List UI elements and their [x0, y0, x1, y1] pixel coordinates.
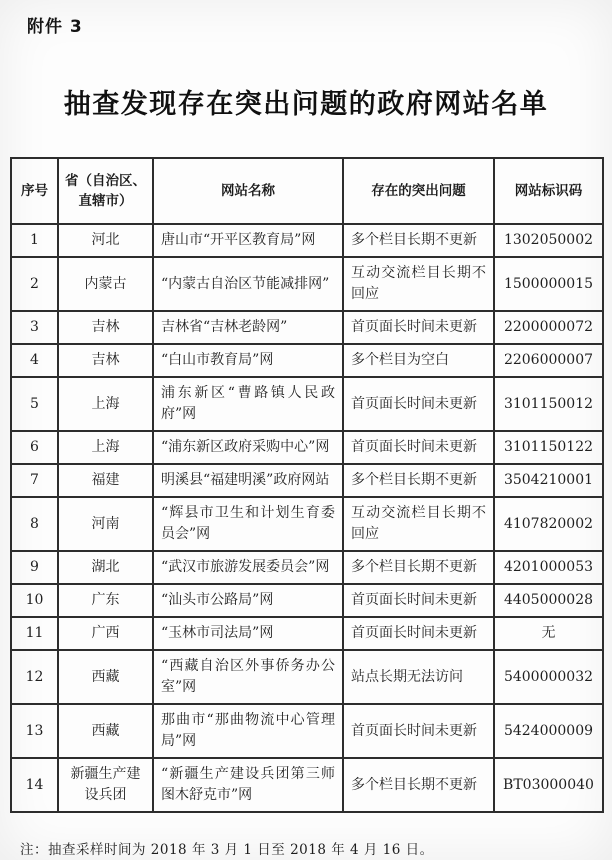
cell-site-code: 4201000053 — [494, 551, 603, 584]
cell-problem: 多个栏目长期不更新 — [343, 224, 494, 257]
cell-site-name: “新疆生产建设兵团第三师图木舒克市”网 — [153, 758, 343, 812]
cell-province: 河北 — [58, 224, 153, 257]
table-row — [11, 311, 603, 344]
table-row — [11, 650, 603, 704]
cell-site-code: 2200000072 — [494, 311, 603, 344]
cell-province: 吉林 — [58, 311, 153, 344]
cell-site-name: “汕头市公路局”网 — [153, 584, 343, 617]
cell-site-code: BT03000040 — [494, 758, 603, 812]
table-row — [11, 377, 603, 431]
table-row — [11, 584, 603, 617]
cell-index: 1 — [11, 224, 58, 257]
cell-site-name: “浦东新区政府采购中心”网 — [153, 431, 343, 464]
cell-problem: 多个栏目为空白 — [343, 344, 494, 377]
footnote: 注：抽查采样时间为 2018 年 3 月 1 日至 2018 年 4 月 16 日。 — [20, 842, 434, 858]
cell-province: 上海 — [58, 377, 153, 431]
column-header-site-code: 网站标识码 — [494, 158, 603, 224]
table-row — [11, 551, 603, 584]
column-header-province: 省（自治区、直辖市） — [58, 158, 153, 224]
cell-index: 2 — [11, 257, 58, 311]
column-header-index: 序号 — [11, 158, 58, 224]
cell-site-code: 5424000009 — [494, 704, 603, 758]
table-row — [11, 257, 603, 311]
cell-site-name: “玉林市司法局”网 — [153, 617, 343, 650]
cell-problem: 多个栏目长期不更新 — [343, 758, 494, 812]
table-row — [11, 344, 603, 377]
cell-province: 上海 — [58, 431, 153, 464]
table-body — [11, 224, 603, 812]
cell-problem: 互动交流栏目长期不回应 — [343, 257, 494, 311]
cell-index: 7 — [11, 464, 58, 497]
table-row — [11, 704, 603, 758]
cell-site-code: 3101150122 — [494, 431, 603, 464]
cell-site-name: “内蒙古自治区节能减排网” — [153, 257, 343, 311]
cell-province: 广西 — [58, 617, 153, 650]
cell-site-name: “西藏自治区外事侨务办公室”网 — [153, 650, 343, 704]
cell-index: 10 — [11, 584, 58, 617]
cell-site-code: 无 — [494, 617, 603, 650]
cell-site-code: 4107820002 — [494, 497, 603, 551]
attachment-label: 附件 3 — [27, 17, 83, 37]
cell-index: 4 — [11, 344, 58, 377]
table-header-row — [11, 158, 603, 224]
column-header-problem: 存在的突出问题 — [343, 158, 494, 224]
cell-index: 3 — [11, 311, 58, 344]
cell-site-name: 那曲市“那曲物流中心管理局”网 — [153, 704, 343, 758]
cell-province: 西藏 — [58, 704, 153, 758]
cell-problem: 首页面长时间未更新 — [343, 431, 494, 464]
cell-province: 福建 — [58, 464, 153, 497]
cell-site-code: 4405000028 — [494, 584, 603, 617]
cell-province: 湖北 — [58, 551, 153, 584]
cell-index: 8 — [11, 497, 58, 551]
cell-site-name: “白山市教育局”网 — [153, 344, 343, 377]
table-row — [11, 431, 603, 464]
cell-problem: 首页面长时间未更新 — [343, 584, 494, 617]
cell-site-code: 5400000032 — [494, 650, 603, 704]
table-row — [11, 497, 603, 551]
cell-problem: 首页面长时间未更新 — [343, 311, 494, 344]
cell-province: 吉林 — [58, 344, 153, 377]
cell-problem: 首页面长时间未更新 — [343, 377, 494, 431]
table-row — [11, 224, 603, 257]
cell-province: 河南 — [58, 497, 153, 551]
cell-site-code: 1302050002 — [494, 224, 603, 257]
cell-problem: 互动交流栏目长期不回应 — [343, 497, 494, 551]
cell-site-name: 浦东新区“曹路镇人民政府”网 — [153, 377, 343, 431]
cell-index: 12 — [11, 650, 58, 704]
table-row — [11, 464, 603, 497]
cell-province: 内蒙古 — [58, 257, 153, 311]
cell-problem: 多个栏目长期不更新 — [343, 464, 494, 497]
cell-site-name: 吉林省“吉林老龄网” — [153, 311, 343, 344]
table-row — [11, 617, 603, 650]
cell-index: 14 — [11, 758, 58, 812]
cell-problem: 站点长期无法访问 — [343, 650, 494, 704]
cell-site-code: 3504210001 — [494, 464, 603, 497]
cell-site-code: 1500000015 — [494, 257, 603, 311]
table-row — [11, 758, 603, 812]
column-header-site-name: 网站名称 — [153, 158, 343, 224]
cell-problem: 多个栏目长期不更新 — [343, 551, 494, 584]
cell-province: 广东 — [58, 584, 153, 617]
page-title: 抽查发现存在突出问题的政府网站名单 — [63, 89, 549, 120]
cell-province: 西藏 — [58, 650, 153, 704]
cell-site-name: “辉县市卫生和计划生育委员会”网 — [153, 497, 343, 551]
cell-index: 11 — [11, 617, 58, 650]
cell-site-name: 明溪县“福建明溪”政府网站 — [153, 464, 343, 497]
cell-problem: 首页面长时间未更新 — [343, 704, 494, 758]
cell-site-name: “武汉市旅游发展委员会”网 — [153, 551, 343, 584]
cell-index: 5 — [11, 377, 58, 431]
cell-problem: 首页面长时间未更新 — [343, 617, 494, 650]
cell-site-name: 唐山市“开平区教育局”网 — [153, 224, 343, 257]
cell-site-code: 3101150012 — [494, 377, 603, 431]
cell-province: 新疆生产建设兵团 — [58, 758, 153, 812]
cell-index: 6 — [11, 431, 58, 464]
cell-index: 13 — [11, 704, 58, 758]
problem-websites-table — [10, 157, 604, 813]
cell-site-code: 2206000007 — [494, 344, 603, 377]
cell-index: 9 — [11, 551, 58, 584]
